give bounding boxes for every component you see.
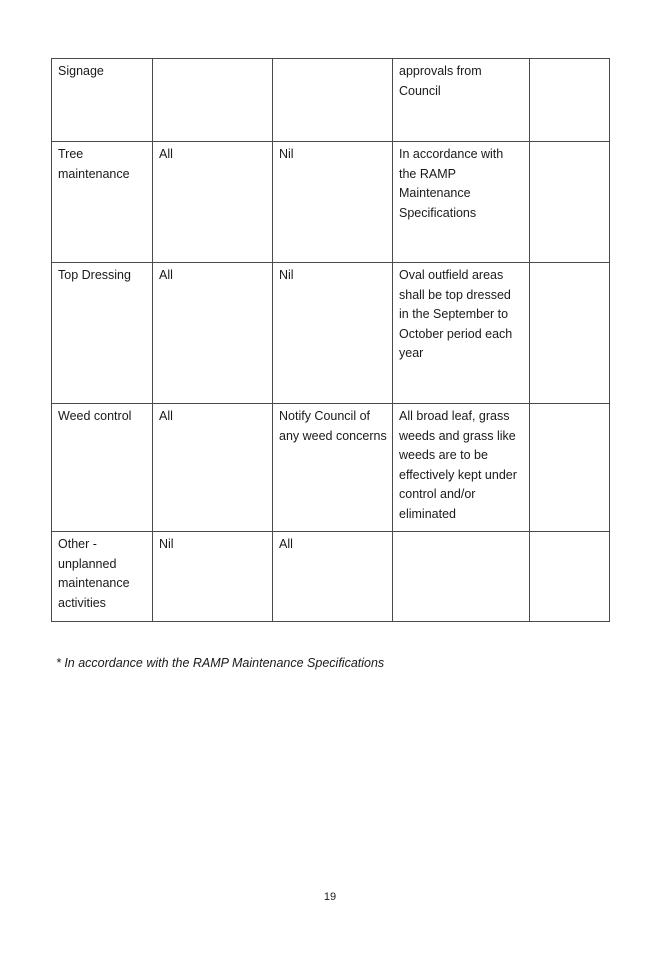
activity-cell: Tree maintenance [52,142,153,263]
table-row [52,404,610,532]
table-cell [273,59,393,142]
table-cell [530,263,610,404]
table-cell [153,59,273,142]
table-cell: All [153,142,273,263]
requirement-cell: Oval outfield areas shall be top dressed in the September to October period each year [393,263,530,404]
table-row [52,59,610,142]
table-row [52,263,610,404]
table-cell: Nil [273,142,393,263]
table-cell: All [153,404,273,532]
maintenance-table [51,58,610,622]
table-cell: Nil [153,532,273,622]
table-cell: Notify Council of any weed concerns [273,404,393,532]
table-row [52,142,610,263]
requirement-cell: All broad leaf, grass weeds and grass like weeds are to be effectively kept under control and/or eliminated [393,404,530,532]
activity-cell: Signage [52,59,153,142]
table-cell [530,59,610,142]
requirement-cell: approvals from Council [393,59,530,142]
activity-cell: Weed control [52,404,153,532]
table-cell [530,532,610,622]
table-row [52,532,610,622]
requirement-cell [393,532,530,622]
table-cell: All [153,263,273,404]
table-cell [530,404,610,532]
activity-cell: Top Dressing [52,263,153,404]
table-cell [530,142,610,263]
table-cell: All [273,532,393,622]
activity-cell: Other - unplanned maintenance activities [52,532,153,622]
table-cell: Nil [273,263,393,404]
page-number: 19 [323,891,337,903]
requirement-cell: In accordance with the RAMP Maintenance Specifications [393,142,530,263]
footnote: * In accordance with the RAMP Maintenance Specifications [56,656,385,670]
